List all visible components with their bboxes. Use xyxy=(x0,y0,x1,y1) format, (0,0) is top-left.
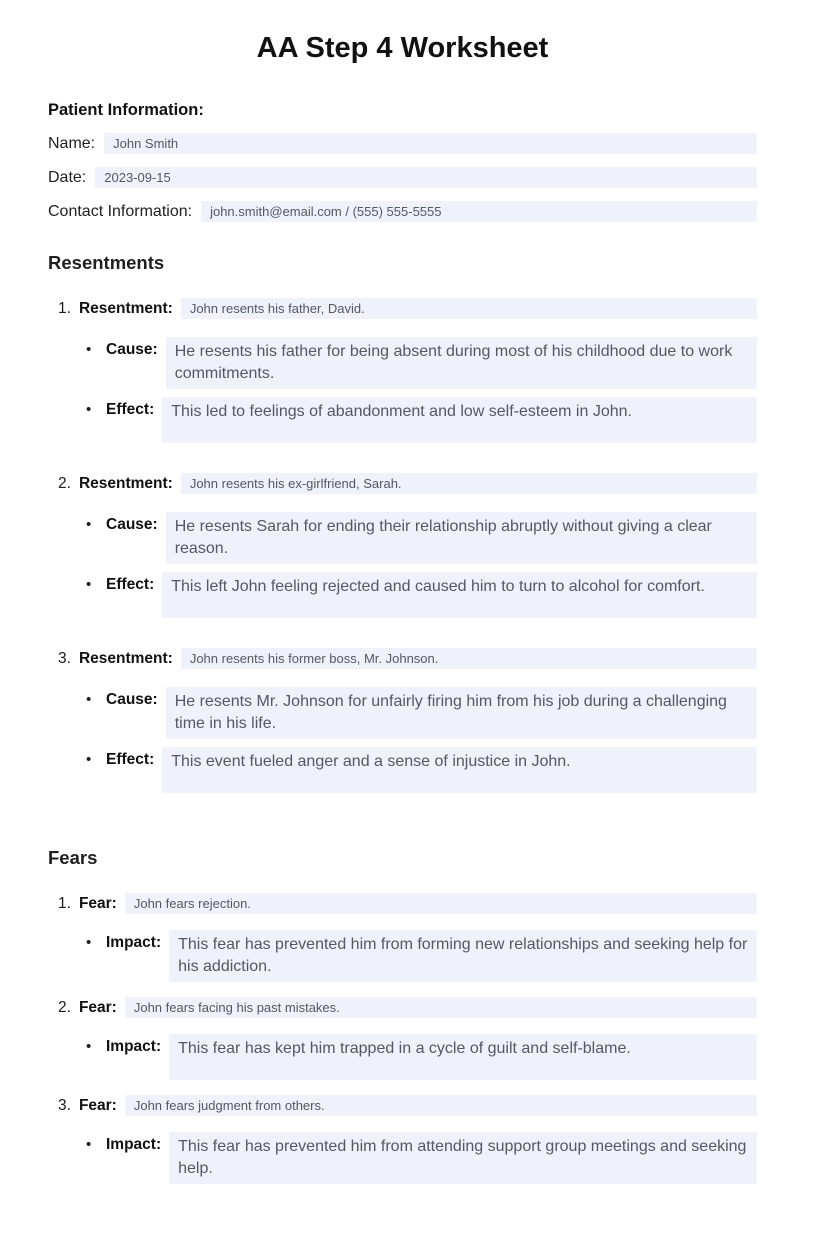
impact-label: Impact: xyxy=(106,934,162,951)
resentment-item-1 xyxy=(48,298,757,443)
bullet-icon xyxy=(86,341,98,358)
patient-info-heading: Patient Information: xyxy=(48,101,204,119)
impact-row-2 xyxy=(86,1034,757,1080)
bullet-icon xyxy=(86,576,98,593)
date-row xyxy=(48,167,757,188)
cause-label: Cause: xyxy=(106,516,158,533)
resentment-item-2 xyxy=(48,473,757,618)
resentment-item-3 xyxy=(48,648,757,793)
name-row xyxy=(48,133,757,154)
fear-item-2 xyxy=(48,997,757,1080)
cause-row-2 xyxy=(86,512,757,564)
resentments-section xyxy=(48,298,757,793)
date-field[interactable]: 2023-09-15 xyxy=(95,167,757,188)
bullet-icon xyxy=(86,1038,98,1055)
bullet-icon xyxy=(86,751,98,768)
cause-row-3 xyxy=(86,687,757,739)
resentment-head-3 xyxy=(48,648,757,669)
resentments-heading: Resentments xyxy=(48,252,165,273)
name-label: Name: xyxy=(48,134,96,152)
effect-label: Effect: xyxy=(106,576,155,593)
resentment-head-1 xyxy=(48,298,757,319)
fear-field-1[interactable]: John fears rejection. xyxy=(125,893,757,914)
resentment-label: Resentment: xyxy=(78,474,173,492)
bullet-icon xyxy=(86,401,98,418)
bullet-icon xyxy=(86,516,98,533)
fear-head-1 xyxy=(48,893,757,914)
cause-label: Cause: xyxy=(106,341,158,358)
fear-label: Fear: xyxy=(78,1096,117,1114)
impact-row-3 xyxy=(86,1132,757,1184)
impact-field-3[interactable]: This fear has prevented him from attending support group meetings and seeking help. xyxy=(169,1132,757,1184)
effect-row-3 xyxy=(86,747,757,793)
impact-field-1[interactable]: This fear has prevented him from forming new relationships and seeking help for his addiction. xyxy=(169,930,757,982)
fear-sublist-2 xyxy=(48,1034,757,1080)
resentment-head-2 xyxy=(48,473,757,494)
impact-label: Impact: xyxy=(106,1038,162,1055)
fear-field-2[interactable]: John fears facing his past mistakes. xyxy=(125,997,757,1018)
fear-item-1 xyxy=(48,893,757,982)
contact-field[interactable]: john.smith@email.com / (555) 555-5555 xyxy=(201,201,757,222)
contact-row xyxy=(48,201,757,222)
resentment-field-2[interactable]: John resents his ex-girlfriend, Sarah. xyxy=(181,473,757,494)
cause-field-1[interactable]: He resents his father for being absent during most of his childhood due to work commitments. xyxy=(166,337,757,389)
fear-sublist-3 xyxy=(48,1132,757,1184)
cause-row-1 xyxy=(86,337,757,389)
resentment-label: Resentment: xyxy=(78,649,173,667)
resentment-field-1[interactable]: John resents his father, David. xyxy=(181,298,757,319)
item-number: 3. xyxy=(58,649,71,667)
name-field[interactable]: John Smith xyxy=(104,133,757,154)
bullet-icon xyxy=(86,691,98,708)
bullet-icon xyxy=(86,1136,98,1153)
cause-label: Cause: xyxy=(106,691,158,708)
effect-row-2 xyxy=(86,572,757,618)
cause-field-2[interactable]: He resents Sarah for ending their relationship abruptly without giving a clear reason. xyxy=(166,512,757,564)
bullet-icon xyxy=(86,934,98,951)
fear-label: Fear: xyxy=(78,998,117,1016)
item-number: 3. xyxy=(58,1096,71,1114)
impact-label: Impact: xyxy=(106,1136,162,1153)
fear-field-3[interactable]: John fears judgment from others. xyxy=(125,1095,757,1116)
fears-heading: Fears xyxy=(48,847,98,868)
fear-item-3 xyxy=(48,1095,757,1184)
fear-label: Fear: xyxy=(78,894,117,912)
resentment-field-3[interactable]: John resents his former boss, Mr. Johnson. xyxy=(181,648,757,669)
fear-sublist-1 xyxy=(48,930,757,982)
effect-field-2[interactable]: This left John feeling rejected and caused him to turn to alcohol for comfort. xyxy=(162,572,757,618)
item-number: 2. xyxy=(58,998,71,1016)
effect-field-3[interactable]: This event fueled anger and a sense of injustice in John. xyxy=(162,747,757,793)
fears-section xyxy=(48,893,757,1184)
effect-row-1 xyxy=(86,397,757,443)
impact-row-1 xyxy=(86,930,757,982)
effect-label: Effect: xyxy=(106,401,155,418)
page-title: AA Step 4 Worksheet xyxy=(256,32,549,64)
fear-head-3 xyxy=(48,1095,757,1116)
date-label: Date: xyxy=(48,168,87,186)
resentment-label: Resentment: xyxy=(78,299,173,317)
item-number: 2. xyxy=(58,474,71,492)
impact-field-2[interactable]: This fear has kept him trapped in a cycle of guilt and self-blame. xyxy=(169,1034,757,1080)
resentment-sublist-1 xyxy=(48,337,757,443)
contact-label: Contact Information: xyxy=(48,202,193,220)
item-number: 1. xyxy=(58,299,71,317)
resentment-sublist-2 xyxy=(48,512,757,618)
item-number: 1. xyxy=(58,894,71,912)
resentment-sublist-3 xyxy=(48,687,757,793)
effect-field-1[interactable]: This led to feelings of abandonment and low self-esteem in John. xyxy=(162,397,757,443)
fear-head-2 xyxy=(48,997,757,1018)
cause-field-3[interactable]: He resents Mr. Johnson for unfairly firing him from his job during a challenging time in his life. xyxy=(166,687,757,739)
effect-label: Effect: xyxy=(106,751,155,768)
